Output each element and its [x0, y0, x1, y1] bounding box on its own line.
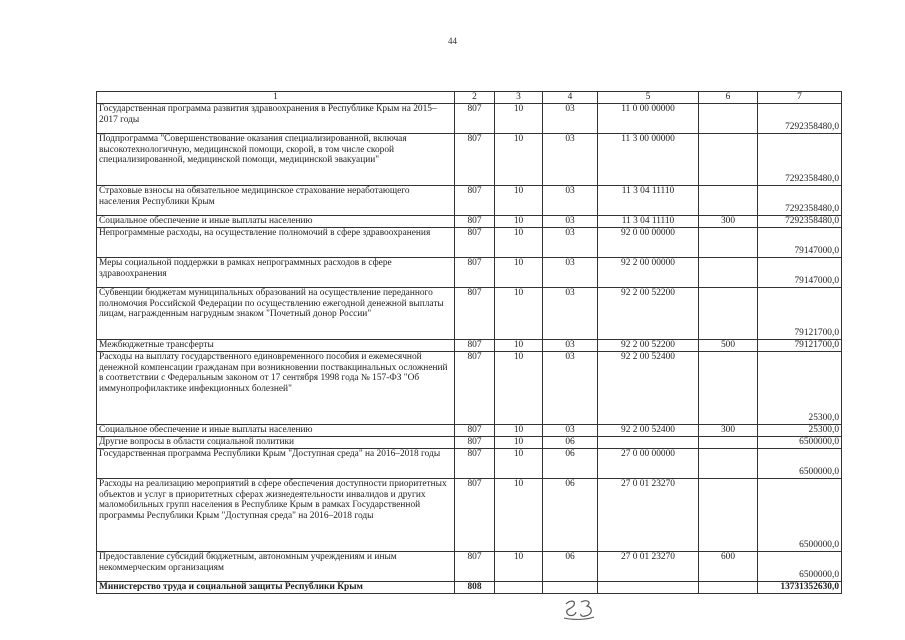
- row-section-cell: 10: [495, 258, 543, 288]
- row-name-cell: Государственная программа развития здравоохранения в Республике Крым на 2015–2017 годы: [97, 104, 455, 134]
- row-section-cell: 10: [495, 134, 543, 186]
- row-section-cell: 10: [495, 228, 543, 258]
- row-section-cell: 10: [495, 352, 543, 425]
- row-section-cell: 10: [495, 437, 543, 449]
- row-name-cell: Расходы на выплату государственного единовременного пособия и ежемесячной денежной компенсации гражданам при возникновении поствакцинальных осложнений в соответствии с Федеральным законом от 17 сентября 1998 года № 157-ФЗ "Об иммунопрофилактике инфекционных болезней": [97, 352, 455, 425]
- table-row: [97, 258, 842, 288]
- row-name-cell: Страховые взносы на обязательное медицинское страхование неработающего населения Республики Крым: [97, 186, 455, 216]
- page-number: 44: [448, 36, 457, 46]
- row-expense-type-cell: [699, 258, 758, 288]
- row-subsection-cell: 03: [543, 228, 598, 258]
- row-subsection-cell: 06: [543, 449, 598, 479]
- row-subsection-cell: 03: [543, 186, 598, 216]
- row-code-cell: 807: [455, 216, 495, 228]
- table-row: [97, 134, 842, 186]
- row-section-cell: 10: [495, 186, 543, 216]
- row-name-cell: Субвенции бюджетам муниципальных образований на осуществление переданного полномочия Российской Федерации по осуществлению ежегодной денежной выплаты лицам, награжденным нагрудным знаком "Почетный донор России": [97, 288, 455, 340]
- table-row: [97, 479, 842, 552]
- row-sum-cell: 25300,0: [758, 352, 842, 425]
- row-name-cell: Другие вопросы в области социальной политики: [97, 437, 455, 449]
- total-row: [97, 582, 842, 594]
- table-row: [97, 186, 842, 216]
- row-name-cell: Предоставление субсидий бюджетным, автономным учреждениям и иным некоммерческим организациям: [97, 552, 455, 582]
- row-expense-type-cell: [699, 437, 758, 449]
- table-row: [97, 352, 842, 425]
- row-sum-cell: 79147000,0: [758, 258, 842, 288]
- row-subsection-cell: 03: [543, 258, 598, 288]
- total-code-cell: 808: [455, 582, 495, 594]
- table-row: [97, 425, 842, 437]
- row-target-code-cell: 92 2 00 52400: [598, 425, 699, 437]
- row-expense-type-cell: [699, 228, 758, 258]
- row-subsection-cell: 03: [543, 216, 598, 228]
- row-expense-type-cell: [699, 479, 758, 552]
- header-cell: 6: [699, 92, 758, 104]
- row-expense-type-cell: 600: [699, 552, 758, 582]
- row-subsection-cell: 06: [543, 552, 598, 582]
- total-empty-cell: [598, 582, 699, 594]
- row-expense-type-cell: [699, 104, 758, 134]
- row-target-code-cell: 11 3 04 11110: [598, 186, 699, 216]
- total-sum-cell: 13731352630,0: [758, 582, 842, 594]
- row-subsection-cell: 06: [543, 479, 598, 552]
- row-code-cell: 807: [455, 352, 495, 425]
- row-subsection-cell: 03: [543, 288, 598, 340]
- row-code-cell: 807: [455, 552, 495, 582]
- row-section-cell: 10: [495, 479, 543, 552]
- row-sum-cell: 7292358480,0: [758, 216, 842, 228]
- row-target-code-cell: 11 0 00 00000: [598, 104, 699, 134]
- row-section-cell: 10: [495, 104, 543, 134]
- row-expense-type-cell: 500: [699, 340, 758, 352]
- row-target-code-cell: 11 3 00 00000: [598, 134, 699, 186]
- row-code-cell: 807: [455, 479, 495, 552]
- row-target-code-cell: 11 3 04 11110: [598, 216, 699, 228]
- row-subsection-cell: 03: [543, 134, 598, 186]
- row-name-cell: Государственная программа Республики Крым "Доступная среда" на 2016–2018 годы: [97, 449, 455, 479]
- header-row: [97, 92, 842, 104]
- row-code-cell: 807: [455, 134, 495, 186]
- table-row: [97, 104, 842, 134]
- row-code-cell: 807: [455, 288, 495, 340]
- row-target-code-cell: 92 2 00 00000: [598, 258, 699, 288]
- header-cell: 7: [758, 92, 842, 104]
- row-code-cell: 807: [455, 228, 495, 258]
- row-target-code-cell: 92 2 00 52200: [598, 288, 699, 340]
- row-name-cell: Социальное обеспечение и иные выплаты населению: [97, 216, 455, 228]
- handwritten-page-mark: [562, 596, 596, 622]
- row-subsection-cell: 03: [543, 352, 598, 425]
- row-sum-cell: 79121700,0: [758, 288, 842, 340]
- row-section-cell: 10: [495, 425, 543, 437]
- row-target-code-cell: [598, 437, 699, 449]
- row-name-cell: Подпрограмма "Совершенствование оказания специализированной, включая высокотехнологичную, медицинской помощи, скорой, в том числе скорой специализированной, медицинской помощи, медицинской эвакуации": [97, 134, 455, 186]
- table-row: [97, 288, 842, 340]
- row-name-cell: Межбюджетные трансферты: [97, 340, 455, 352]
- row-subsection-cell: 03: [543, 104, 598, 134]
- row-subsection-cell: 03: [543, 425, 598, 437]
- row-sum-cell: 6500000,0: [758, 437, 842, 449]
- header-cell: 3: [495, 92, 543, 104]
- row-code-cell: 807: [455, 340, 495, 352]
- row-name-cell: Меры социальной поддержки в рамках непрограммных расходов в сфере здравоохранения: [97, 258, 455, 288]
- header-cell: 4: [543, 92, 598, 104]
- row-sum-cell: 25300,0: [758, 425, 842, 437]
- table-row: [97, 552, 842, 582]
- row-target-code-cell: 27 0 00 00000: [598, 449, 699, 479]
- header-cell: 1: [97, 92, 455, 104]
- total-name-cell: Министерство труда и социальной защиты Республики Крым: [97, 582, 455, 594]
- row-code-cell: 807: [455, 449, 495, 479]
- row-target-code-cell: 27 0 01 23270: [598, 552, 699, 582]
- row-expense-type-cell: 300: [699, 425, 758, 437]
- total-empty-cell: [699, 582, 758, 594]
- row-sum-cell: 6500000,0: [758, 449, 842, 479]
- row-target-code-cell: 92 2 00 52400: [598, 352, 699, 425]
- row-expense-type-cell: [699, 288, 758, 340]
- row-sum-cell: 7292358480,0: [758, 104, 842, 134]
- row-subsection-cell: 06: [543, 437, 598, 449]
- row-section-cell: 10: [495, 340, 543, 352]
- row-name-cell: Расходы на реализацию мероприятий в сфере обеспечения доступности приоритетных объектов и услуг в приоритетных сферах жизнедеятельности инвалидов и других маломобильных групп населения в Республике Крым в рамках Государственной программы Республики Крым "Доступная среда" на 2016–2018 годы: [97, 479, 455, 552]
- row-target-code-cell: 92 2 00 52200: [598, 340, 699, 352]
- header-cell: 2: [455, 92, 495, 104]
- row-subsection-cell: 03: [543, 340, 598, 352]
- row-expense-type-cell: [699, 134, 758, 186]
- row-sum-cell: 6500000,0: [758, 479, 842, 552]
- row-section-cell: 10: [495, 552, 543, 582]
- row-code-cell: 807: [455, 186, 495, 216]
- budget-table: [96, 91, 842, 594]
- row-target-code-cell: 27 0 01 23270: [598, 479, 699, 552]
- row-name-cell: Непрограммные расходы, на осуществление полномочий в сфере здравоохранения: [97, 228, 455, 258]
- row-code-cell: 807: [455, 437, 495, 449]
- row-name-cell: Социальное обеспечение и иные выплаты населению: [97, 425, 455, 437]
- row-sum-cell: 79147000,0: [758, 228, 842, 258]
- row-target-code-cell: 92 0 00 00000: [598, 228, 699, 258]
- row-sum-cell: 7292358480,0: [758, 186, 842, 216]
- table-row: [97, 449, 842, 479]
- table-row: [97, 228, 842, 258]
- total-empty-cell: [495, 582, 543, 594]
- table-row: [97, 216, 842, 228]
- row-section-cell: 10: [495, 216, 543, 228]
- row-sum-cell: 6500000,0: [758, 552, 842, 582]
- total-empty-cell: [543, 582, 598, 594]
- row-expense-type-cell: [699, 186, 758, 216]
- row-expense-type-cell: [699, 449, 758, 479]
- row-section-cell: 10: [495, 288, 543, 340]
- table-row: [97, 340, 842, 352]
- table-row: [97, 437, 842, 449]
- table-body: [97, 92, 842, 594]
- row-expense-type-cell: [699, 352, 758, 425]
- row-expense-type-cell: 300: [699, 216, 758, 228]
- row-code-cell: 807: [455, 425, 495, 437]
- row-section-cell: 10: [495, 449, 543, 479]
- row-code-cell: 807: [455, 104, 495, 134]
- header-cell: 5: [598, 92, 699, 104]
- row-sum-cell: 7292358480,0: [758, 134, 842, 186]
- row-code-cell: 807: [455, 258, 495, 288]
- row-sum-cell: 79121700,0: [758, 340, 842, 352]
